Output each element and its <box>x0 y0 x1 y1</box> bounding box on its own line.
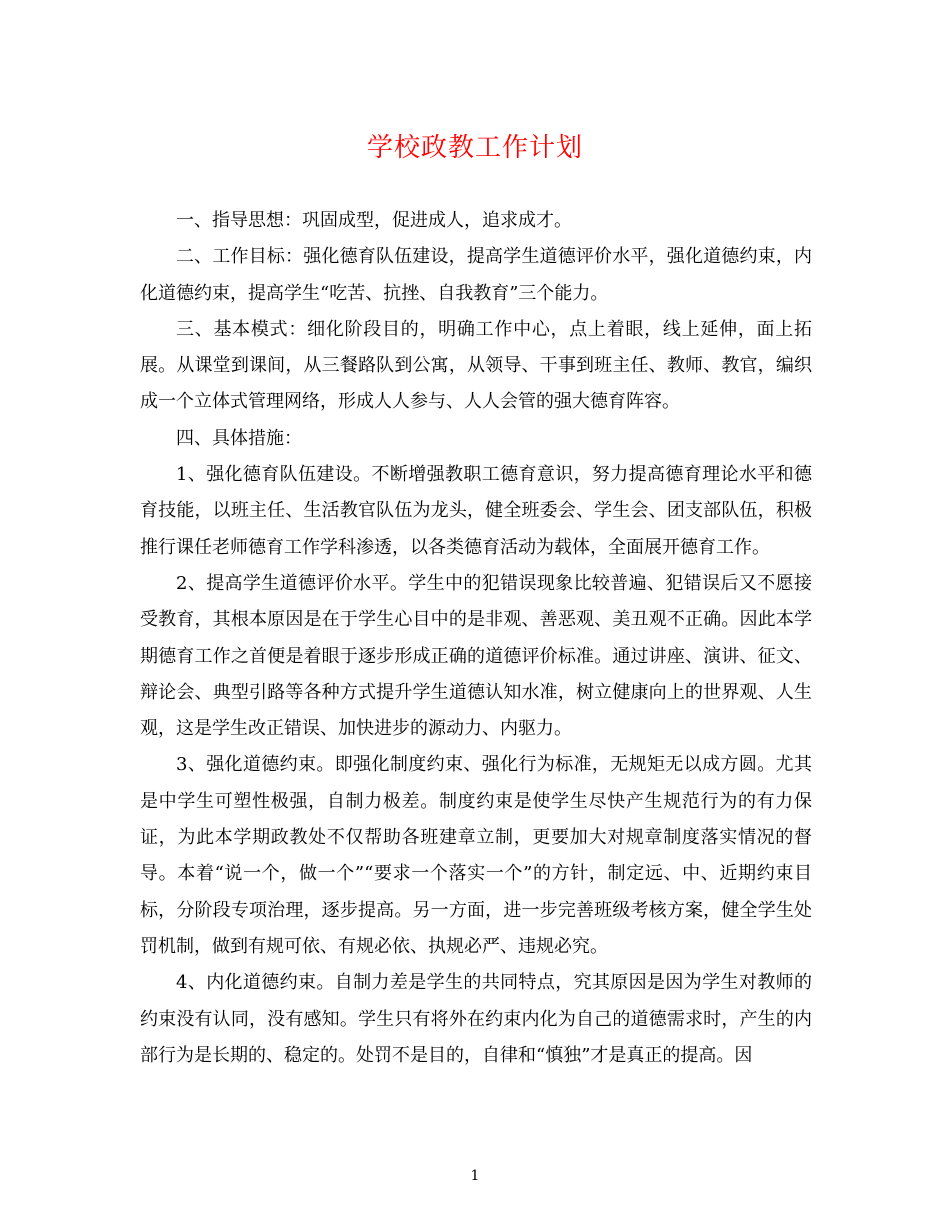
paragraph-measure-1: 1、强化德育队伍建设。不断增强教职工德育意识，努力提高德育理论水平和德育技能，以班主任、生活教官队伍为龙头，健全班委会、学生会、团支部队伍，积极推行课任老师德育工作学科渗透，以各类德育活动为载体，全面展开德育工作。 <box>140 464 812 558</box>
paragraph-guiding-thought: 一、指导思想：巩固成型，促进成人，追求成才。 <box>176 210 572 231</box>
paragraph-measure-3: 3、强化道德约束。即强化制度约束、强化行为标准，无规矩无以成方圆。尤其是中学生可塑性极强，自制力极差。制度约束是使学生尽快产生规范行为的有力保证，为此本学期政教处不仅帮助各班建章立制，更要加大对规章制度落实情况的督导。本着“说一个，做一个”“要求一个落实一个”的方针，制定远、中、近期约束目标，分阶段专项治理，逐步提高。另一方面，进一步完善班级考核方案，健全学生处罚机制，做到有规可依、有规必依、执规必严、违规必究。 <box>140 754 812 957</box>
document-title: 学校政教工作计划 <box>366 133 583 163</box>
paragraph-measures-heading: 四、具体措施： <box>176 427 302 449</box>
paragraph-measure-2: 2、提高学生道德评价水平。学生中的犯错误现象比较普遍、犯错误后又不愿接受教育，其根本原因是在于学生心目中的是非观、善恶观、美丑观不正确。因此本学期德育工作之首便是着眼于逐步形成正确的道德评价标准。通过讲座、演讲、征文、辩论会、典型引路等各种方式提升学生道德认知水准，树立健康向上的世界观、人生观，这是学生改正错误、加快进步的源动力、内驱力。 <box>140 572 812 740</box>
paragraph-basic-model: 三、基本模式：细化阶段目的，明确工作中心，点上着眼，线上延伸，面上拓展。从课堂到课间，从三餐路队到公寓，从领导、干事到班主任、教师、教官，编织成一个立体式管理网络，形成人人参与、人人会管的强大德育阵容。 <box>140 318 812 413</box>
paragraph-measure-4: 4、内化道德约束。自制力差是学生的共同特点，究其原因是因为学生对教师的约束没有认同，没有感知。学生只有将外在约束内化为自己的道德需求时，产生的内部行为是长期的、稳定的。处罚不是目的，自律和“慎独”才是真正的提高。因 <box>140 972 812 1066</box>
page-number: 1 <box>470 1168 480 1184</box>
paragraph-work-goals: 二、工作目标：强化德育队伍建设，提高学生道德评价水平，强化道德约束，内化道德约束，提高学生“吃苦、抗挫、自我教育”三个能力。 <box>140 246 812 304</box>
document-body <box>140 203 812 1074</box>
